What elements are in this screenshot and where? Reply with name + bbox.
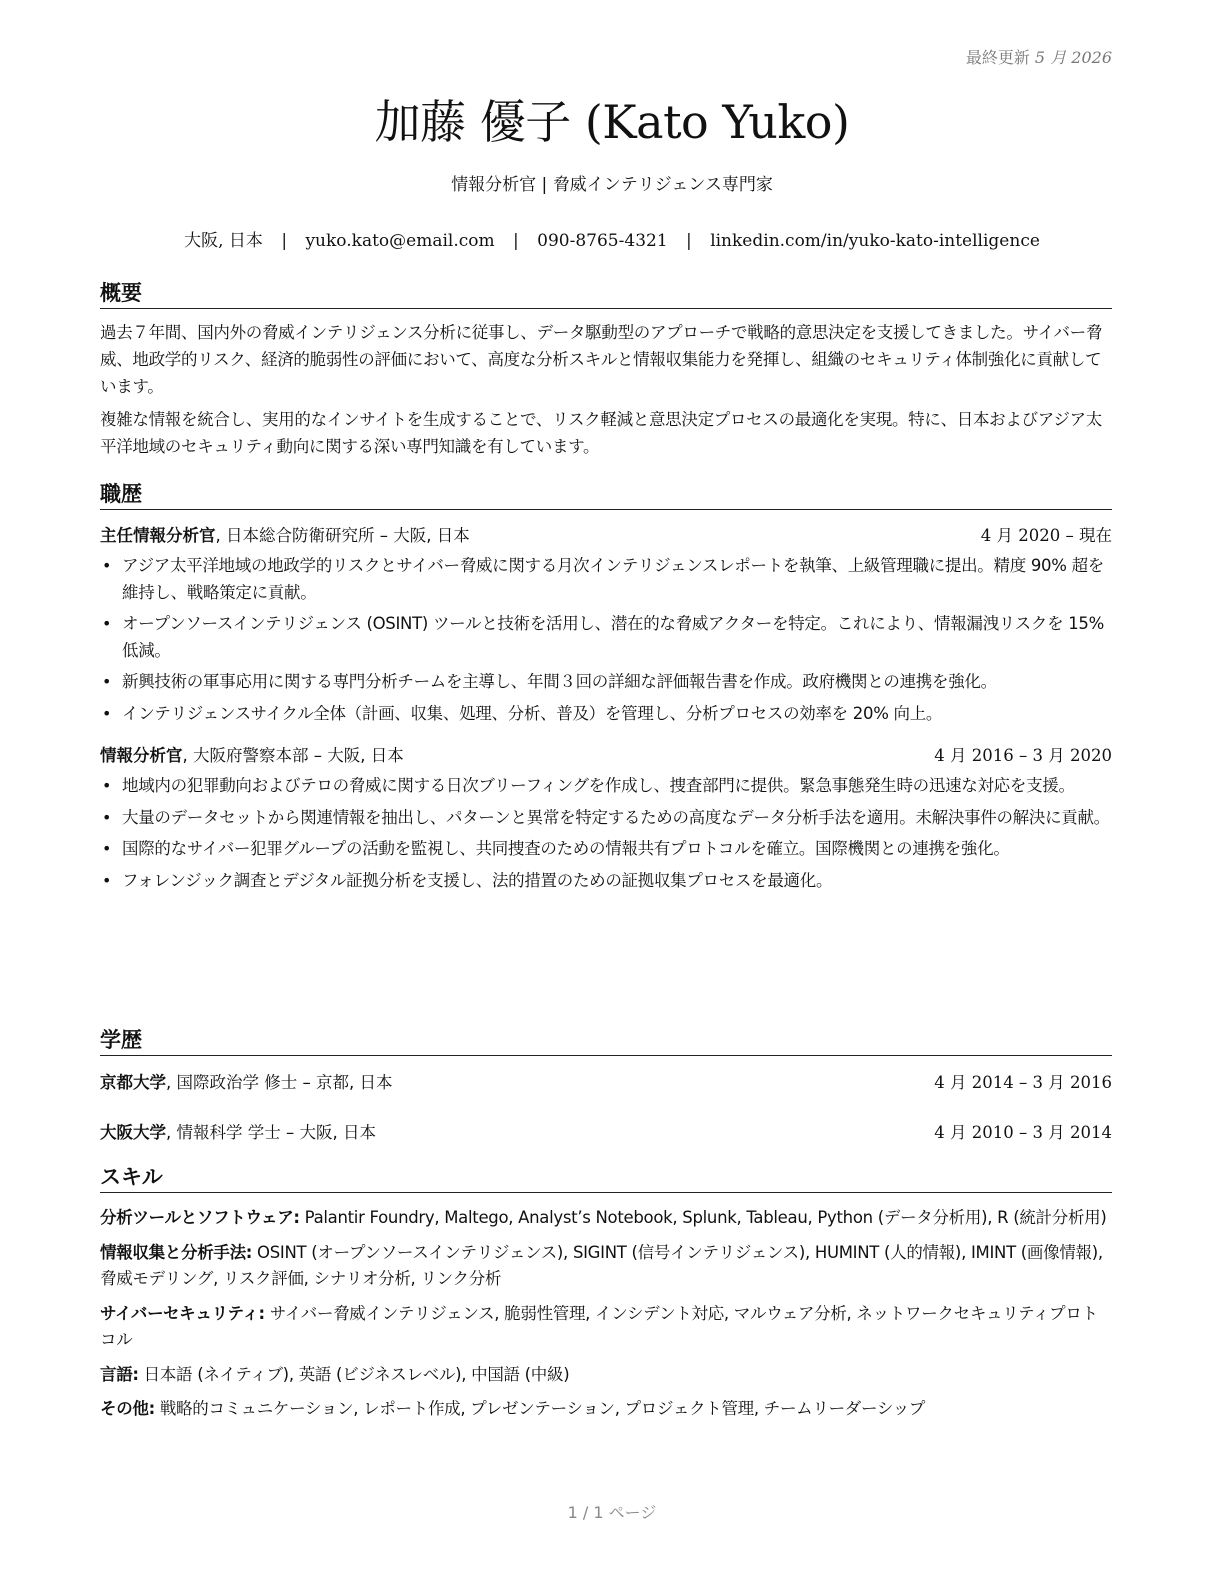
bullet-icon: • (102, 776, 112, 795)
last-updated-label: 最終更新 (965, 48, 1030, 67)
contact-separator: | (686, 231, 692, 251)
contact-separator: | (281, 231, 288, 251)
skill-row (100, 1301, 1112, 1354)
skill-row (100, 1362, 1112, 1389)
skill-row (100, 1396, 1112, 1423)
skill-label: 情報収集と分析手法: (100, 1242, 253, 1262)
degree-detail: , 情報科学 学士 – 大阪, 日本 (166, 1123, 376, 1142)
education-dates: 4 月 2014 – 3 月 2016 (934, 1073, 1112, 1092)
section-heading-skills: スキル (100, 1164, 1112, 1193)
skill-label: 分析ツールとソフトウェア: (100, 1208, 300, 1227)
skill-row (100, 1205, 1112, 1232)
job-org: , 日本総合防衛研究所 – 大阪, 日本 (215, 526, 470, 545)
skill-label: 言語: (100, 1364, 139, 1384)
education-item (100, 1120, 1112, 1146)
education-section (100, 1027, 1112, 1146)
job-dates: 4 月 2016 – 3 月 2020 (934, 746, 1112, 765)
job-header (100, 523, 1112, 549)
summary-paragraph: 複雑な情報を統合し、実用的なインサイトを生成することで、リスク軽減と意思決定プロセスの最適化を実現。特に、日本およびアジア太平洋地域のセキュリティ動向に関する深い専門知識を有しています。 (100, 410, 1102, 456)
school-name: 京都大学 (100, 1073, 166, 1092)
section-heading-summary: 概要 (100, 280, 1112, 309)
skill-label: サイバーセキュリティ: (100, 1303, 265, 1323)
contact-line (0, 226, 1224, 251)
summary-section (100, 280, 1112, 460)
bullet-icon: • (102, 614, 112, 633)
list-item: • 地域内の犯罪動向およびテロの脅威に関する日次ブリーフィングを作成し、捜査部門に提供。緊急事態発生時の迅速な対応を支援。 (100, 773, 1112, 800)
education-dates: 4 月 2010 – 3 月 2014 (934, 1123, 1112, 1142)
bullet-icon: • (102, 703, 112, 723)
skill-row (100, 1240, 1112, 1293)
last-updated (966, 45, 1112, 68)
list-item: • アジア太平洋地域の地政学的リスクとサイバー脅威に関する月次インテリジェンスレポートを執筆、上級管理職に提出。精度 90% 超を維持し、戦略策定に貢献。 (100, 553, 1112, 606)
school-name: 大阪大学 (100, 1123, 166, 1142)
experience-section (100, 481, 1112, 899)
candidate-tagline: 情報分析官 | 脅威インテリジェンス専門家 (451, 175, 773, 195)
skill-value: 戦略的コミュニケーション, レポート作成, プレゼンテーション, プロジェクト管理, チームリーダーシップ (154, 1399, 926, 1418)
contact-phone[interactable]: 090-8765-4321 (537, 231, 668, 251)
bullet-icon: • (102, 672, 112, 691)
section-heading-experience: 職歴 (100, 481, 1112, 510)
list-item: • インテリジェンスサイクル全体（計画、収集、処理、分析、普及）を管理し、分析プロセスの効率を 20% 向上。 (100, 701, 1112, 728)
summary-paragraph: 過去７年間、国内外の脅威インテリジェンス分析に従事し、データ駆動型のアプローチで戦略的意思決定を支援してきました。サイバー脅威、地政学的リスク、経済的脆弱性の評価において、高度な分析スキルと情報収集能力を発揮し、組織のセキュリティ体制強化に貢献しています。 (100, 323, 1103, 396)
candidate-name: 加藤 優子 (Kato Yuko) (374, 95, 850, 149)
contact-separator: | (513, 231, 519, 251)
bullet-icon: • (102, 839, 112, 858)
skill-label: その他: (100, 1399, 155, 1418)
contact-email[interactable]: yuko.kato@email.com (305, 231, 495, 251)
job-header (100, 743, 1112, 769)
contact-linkedin[interactable]: linkedin.com/in/yuko-kato-intelligence (710, 231, 1040, 251)
list-item: • オープンソースインテリジェンス (OSINT) ツールと技術を活用し、潜在的な脅威アクターを特定。これにより、情報漏洩リスクを 15% 低減。 (100, 611, 1112, 664)
bullet-icon: • (102, 870, 112, 890)
list-item: • 新興技術の軍事応用に関する専門分析チームを主導し、年間３回の詳細な評価報告書を作成。政府機関との連携を強化。 (100, 669, 1112, 696)
degree-detail: , 国際政治学 修士 – 京都, 日本 (166, 1073, 393, 1092)
skill-value: サイバー脅威インテリジェンス, 脆弱性管理, インシデント対応, マルウェア分析, ネットワークセキュリティプロトコル (100, 1303, 1098, 1349)
job-org: , 大阪府警察本部 – 大阪, 日本 (182, 746, 404, 765)
job-bullets (100, 773, 1112, 894)
bullet-icon: • (102, 556, 112, 575)
skills-section (100, 1164, 1112, 1423)
skill-value: 日本語 (ネイティブ), 英語 (ビジネスレベル), 中国語 (中級) (138, 1364, 570, 1384)
page-number: 1 / 1 ページ (567, 1503, 657, 1522)
education-item (100, 1070, 1112, 1096)
job-title: 主任情報分析官 (100, 526, 216, 545)
skill-value: Palantir Foundry, Maltego, Analyst’s Notebook, Splunk, Tableau, Python (データ分析用), R (統計分析用) (299, 1208, 1107, 1227)
contact-location: 大阪, 日本 (184, 231, 263, 251)
list-item: • 大量のデータセットから関連情報を抽出し、パターンと異常を特定するための高度なデータ分析手法を適用。未解決事件の解決に貢献。 (100, 805, 1112, 832)
last-updated-value: 5 月 2026 (1034, 48, 1112, 67)
bullet-icon: • (102, 807, 112, 827)
list-item: • 国際的なサイバー犯罪グループの活動を監視し、共同捜査のための情報共有プロトコルを確立。国際機関との連携を強化。 (100, 836, 1112, 863)
skill-value: OSINT (オープンソースインテリジェンス), SIGINT (信号インテリジェンス), HUMINT (人的情報), IMINT (画像情報), 脅威モデリング, リスク評価, シナリオ分析, リンク分析 (100, 1242, 1103, 1288)
job-bullets (100, 553, 1112, 727)
job-title: 情報分析官 (100, 746, 183, 765)
section-heading-education: 学歴 (100, 1027, 1112, 1056)
job-dates: 4 月 2020 – 現在 (980, 526, 1112, 545)
list-item: • フォレンジック調査とデジタル証拠分析を支援し、法的措置のための証拠収集プロセスを最適化。 (100, 868, 1112, 895)
